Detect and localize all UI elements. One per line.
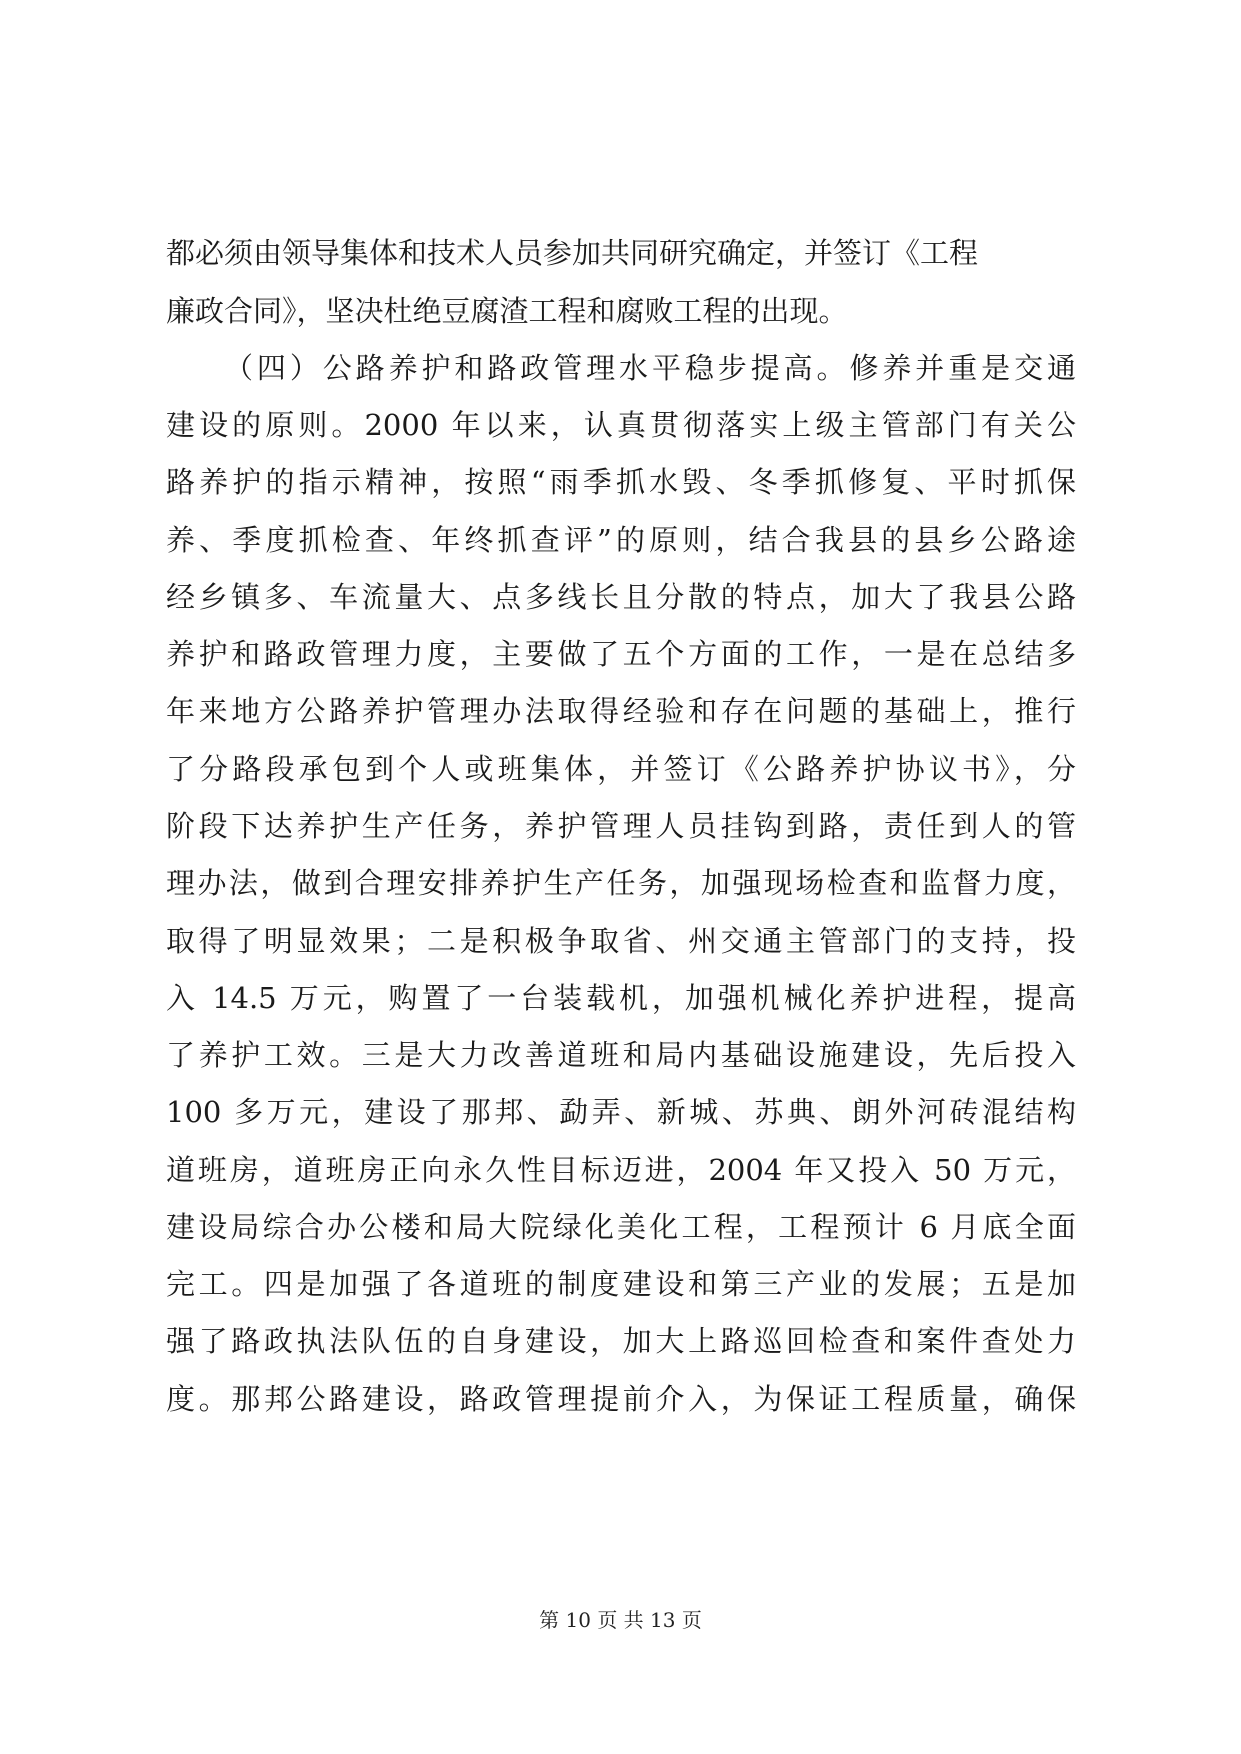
paragraph-line: 理办法，做到合理安排养护生产任务，加强现场检查和监督力度， <box>166 866 1076 900</box>
paragraph-line: 强了路政执法队伍的自身建设，加大上路巡回检查和案件查处力 <box>166 1324 1076 1358</box>
paragraph-line: 入 14.5 万元，购置了一台装载机，加强机械化养护进程，提高 <box>166 981 1076 1015</box>
paragraph-line: 建设的原则。2000 年以来，认真贯彻落实上级主管部门有关公 <box>166 408 1076 442</box>
paragraph-line: 经乡镇多、车流量大、点多线长且分散的特点，加大了我县公路 <box>166 580 1076 614</box>
paragraph-line: 了分路段承包到个人或班集体，并签订《公路养护协议书》，分 <box>166 752 1076 786</box>
paragraph-line: 廉政合同》，坚决杜绝豆腐渣工程和腐败工程的出现。 <box>166 294 848 328</box>
paragraph-line: 100 多万元，建设了那邦、勐弄、新城、苏典、朗外河砖混结构 <box>166 1095 1076 1129</box>
paragraph-line: 路养护的指示精神，按照“雨季抓水毁、冬季抓修复、平时抓保 <box>166 465 1076 499</box>
paragraph-line: 道班房，道班房正向永久性目标迈进，2004 年又投入 50 万元， <box>166 1153 1076 1187</box>
paragraph-line: 取得了明显效果；二是积极争取省、州交通主管部门的支持，投 <box>166 924 1076 958</box>
paragraph-line: 了养护工效。三是大力改善道班和局内基础设施建设，先后投入 <box>166 1038 1076 1072</box>
paragraph-line: 阶段下达养护生产任务，养护管理人员挂钩到路，责任到人的管 <box>166 809 1076 843</box>
paragraph-line: （四）公路养护和路政管理水平稳步提高。修养并重是交通 <box>224 351 1076 385</box>
paragraph-line: 建设局综合办公楼和局大院绿化美化工程，工程预计 6 月底全面 <box>166 1210 1076 1244</box>
paragraph-line: 都必须由领导集体和技术人员参加共同研究确定，并签订《工程 <box>166 236 979 270</box>
paragraph-line: 养、季度抓检查、年终抓查评”的原则，结合我县的县乡公路途 <box>166 523 1076 557</box>
paragraph-line: 年来地方公路养护管理办法取得经验和存在问题的基础上，推行 <box>166 694 1076 728</box>
paragraph-line: 完工。四是加强了各道班的制度建设和第三产业的发展；五是加 <box>166 1267 1076 1301</box>
paragraph-line: 度。那邦公路建设，路政管理提前介入，为保证工程质量，确保 <box>166 1382 1076 1416</box>
paragraph-line: 养护和路政管理力度，主要做了五个方面的工作，一是在总结多 <box>166 637 1076 671</box>
page-number-footer: 第 10 页 共 13 页 <box>539 1608 702 1632</box>
